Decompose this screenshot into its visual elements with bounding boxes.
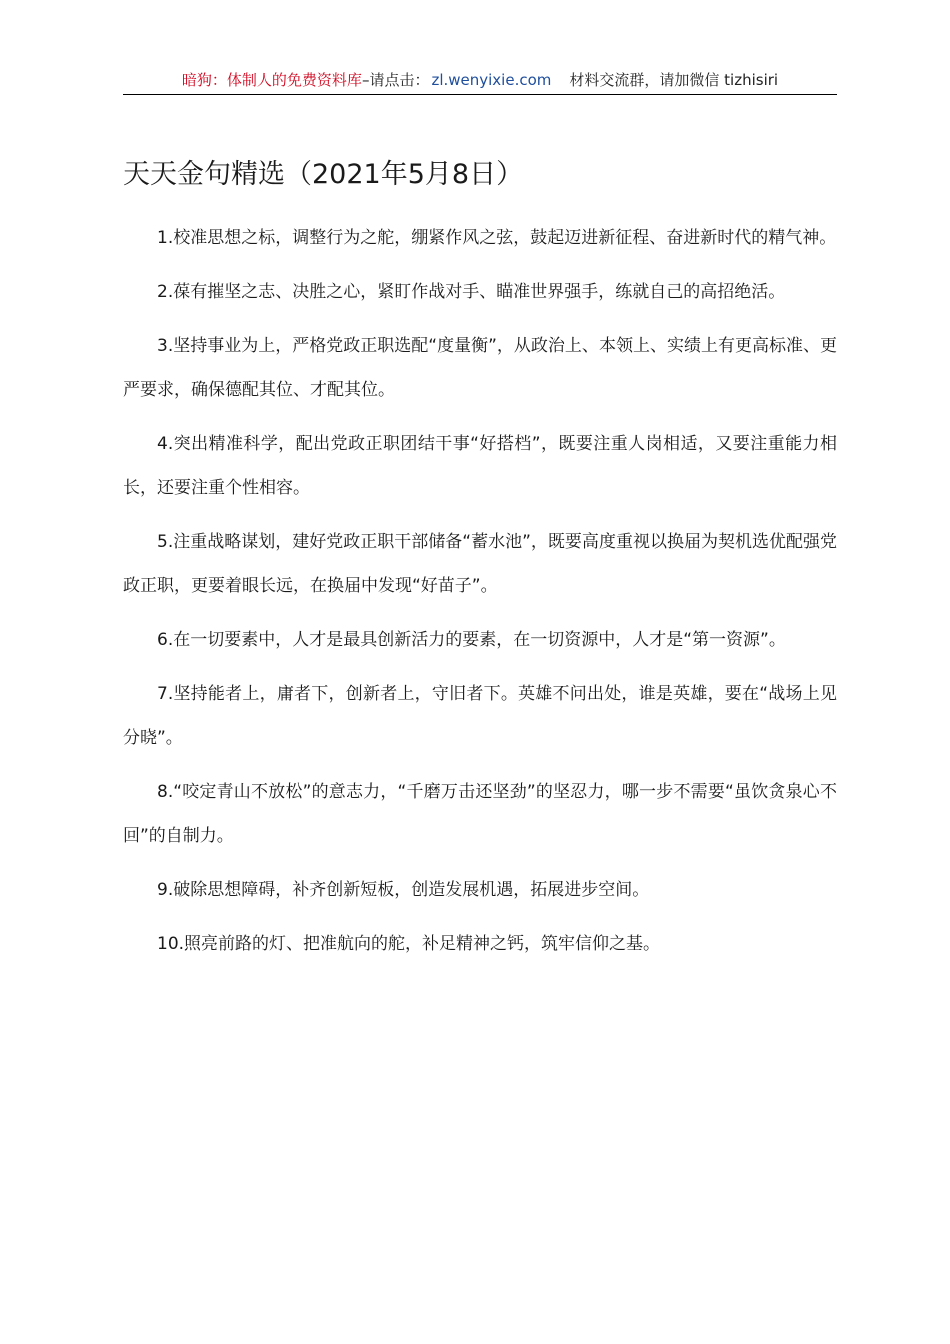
quote-item-8: 8.“咬定青山不放松”的意志力，“千磨万击还坚劲”的坚忍力，哪一步不需要“虽饮贪泉心不回”的自制力。 xyxy=(123,782,837,846)
header-contact: 材料交流群，请加微信 tizhisiri xyxy=(569,71,779,89)
document-body xyxy=(123,216,837,976)
quote-item-5: 5.注重战略谋划，建好党政正职干部储备“蓄水池”，既要高度重视以换届为契机选优配强党政正职，更要着眼长远，在换届中发现“好苗子”。 xyxy=(123,532,837,596)
document-title: 天天金句精选（2021年5月8日） xyxy=(123,159,524,190)
header-prompt: –请点击： xyxy=(361,71,430,89)
page-header xyxy=(123,68,837,95)
quote-item-4: 4.突出精准科学，配出党政正职团结干事“好搭档”，既要注重人岗相适，又要注重能力相长，还要注重个性相容。 xyxy=(123,434,837,498)
header-brand: 暗狗：体制人的免费资料库 xyxy=(181,71,362,89)
quote-item-2: 2.葆有摧坚之志、决胜之心，紧盯作战对手、瞄准世界强手，练就自己的高招绝活。 xyxy=(157,282,786,302)
quote-item-7: 7.坚持能者上，庸者下，创新者上，守旧者下。英雄不问出处，谁是英雄，要在“战场上见分晓”。 xyxy=(123,684,837,748)
header-link[interactable]: zl.wenyixie.com xyxy=(431,71,552,89)
quote-item-10: 10.照亮前路的灯、把准航向的舵，补足精神之钙，筑牢信仰之基。 xyxy=(157,934,661,954)
quote-item-1: 1.校准思想之标，调整行为之舵，绷紧作风之弦，鼓起迈进新征程、奋进新时代的精气神。 xyxy=(157,228,837,248)
quote-item-6: 6.在一切要素中，人才是最具创新活力的要素，在一切资源中，人才是“第一资源”。 xyxy=(157,630,786,650)
quote-item-3: 3.坚持事业为上，严格党政正职选配“度量衡”，从政治上、本领上、实绩上有更高标准、更严要求，确保德配其位、才配其位。 xyxy=(123,336,837,400)
quote-item-9: 9.破除思想障碍，补齐创新短板，创造发展机遇，拓展进步空间。 xyxy=(157,880,650,900)
